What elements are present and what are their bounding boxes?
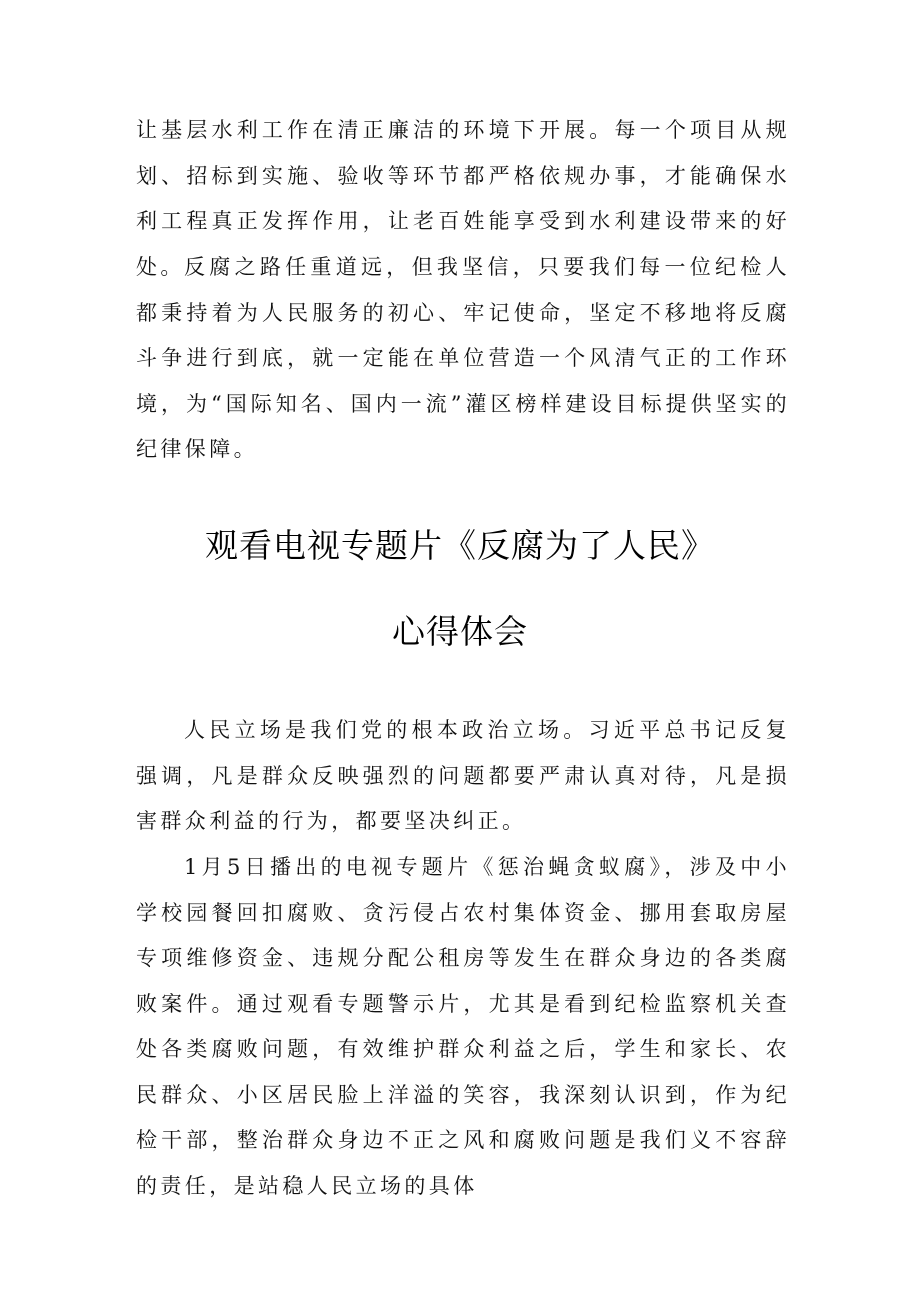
document-title-line-2: 心得体会 — [392, 612, 528, 651]
body-paragraph: 1月5日播出的电视专题片《惩治蝇贪蚁腐》，涉及中小学校园餐回扣腐败、贪污侵占农村集体资金、挪用套取房屋专项维修资金、违规分配公租房等发生在群众身边的各类腐败案件。通过观看专题警示片，尤其是看到纪检监察机关查处各类腐败问题，有效维护群众利益之后，学生和家长、农民群众、小区居民脸上洋溢的笑容，我深刻认识到，作为纪检干部，整治群众身边不正之风和腐败问题是我们义不容辞的责任，是站稳人民立场的具体 — [136, 855, 790, 1198]
body-paragraph-continued: 让基层水利工作在清正廉洁的环境下开展。每一个项目从规划、招标到实施、验收等环节都严格依规办事，才能确保水利工程真正发挥作用，让老百姓能享受到水利建设带来的好处。 — [136, 118, 790, 279]
document-title-line-1: 观看电视专题片《反腐为了人民》 — [205, 526, 715, 565]
body-paragraph: 人民立场是我们党的根本政治立场。习近平总书记反复强调，凡是群众反映强烈的问题都要严肃认真对待，凡是损害群众利益的行为，都要坚决纠正。 — [136, 718, 790, 833]
body-paragraph: 反腐之路任重道远，但我坚信，只要我们每一位纪检人都秉持着为人民服务的初心、牢记使命，坚定不移地将反腐斗争进行到底，就一定能在单位营造一个风清气正的工作环境，为“国际知名、国内一流”灌区榜样建设目标提供坚实的纪律保障。 — [136, 255, 790, 461]
